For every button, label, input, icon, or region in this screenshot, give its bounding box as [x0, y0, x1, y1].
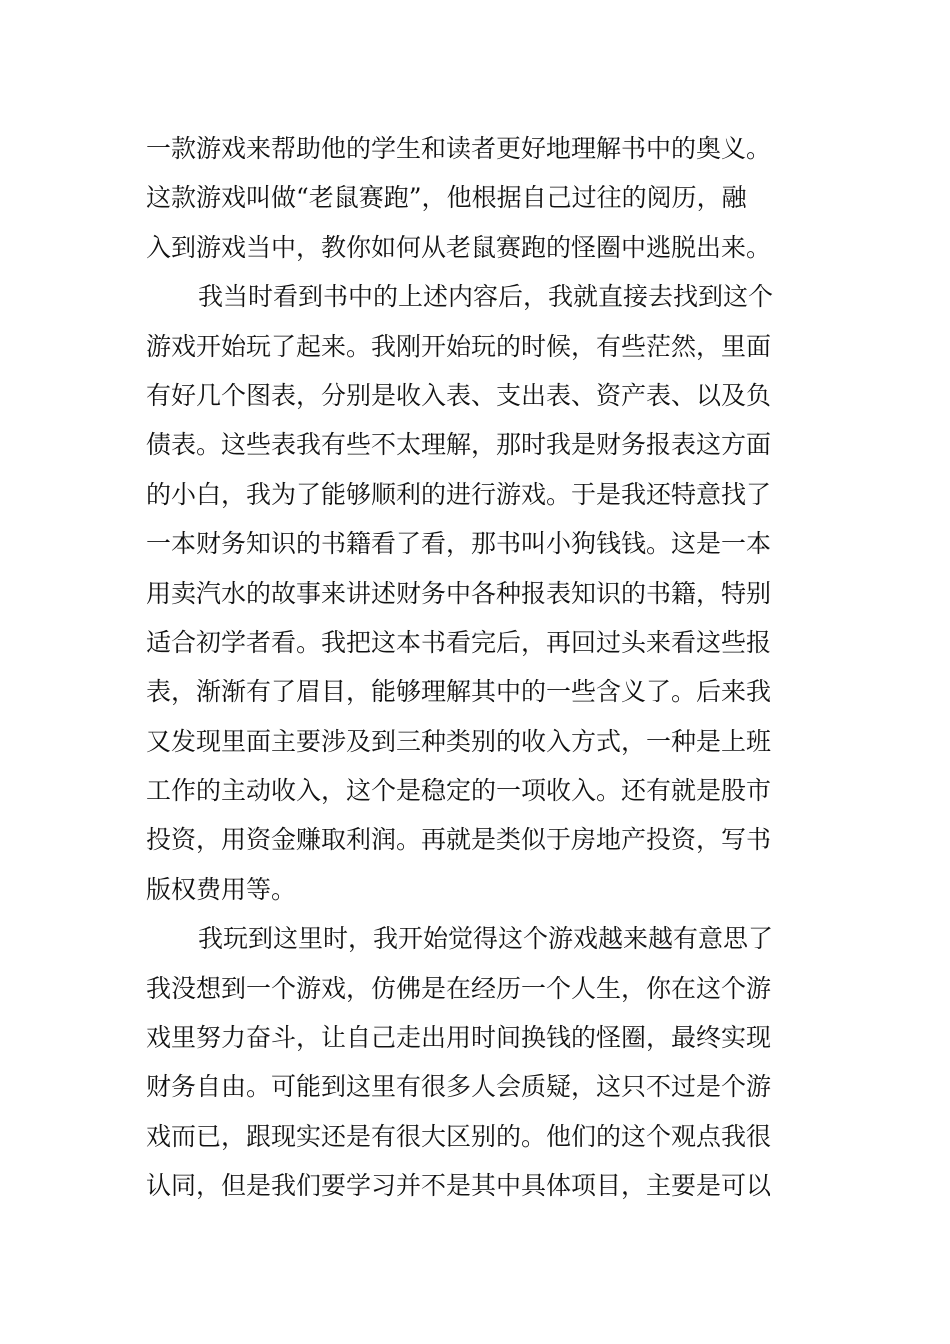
- text-line: 表，渐渐有了眉目，能够理解其中的一些含义了。后来我: [146, 677, 772, 707]
- text-line: 财务自由。可能到这里有很多人会质疑，这只不过是个游: [146, 1072, 772, 1102]
- paragraph-first-line: 我玩到这里时，我开始觉得这个游戏越来越有意思了: [198, 924, 774, 954]
- body-text: [146, 124, 806, 1211]
- text-line: 投资，用资金赚取利润。再就是类似于房地产投资，写书: [146, 825, 772, 855]
- text-line: 戏里努力奋斗，让自己走出用时间换钱的怪圈，最终实现: [146, 1023, 772, 1053]
- text-line: 游戏开始玩了起来。我刚开始玩的时候，有些茫然，里面: [146, 331, 772, 361]
- text-line: 用卖汽水的故事来讲述财务中各种报表知识的书籍，特别: [146, 578, 772, 608]
- text-line: 债表。这些表我有些不太理解，那时我是财务报表这方面: [146, 430, 772, 460]
- text-line: 版权费用等。: [146, 874, 297, 904]
- paragraph-first-line: 我当时看到书中的上述内容后，我就直接去找到这个: [198, 282, 774, 312]
- text-line: 认同，但是我们要学习并不是其中具体项目，主要是可以: [146, 1171, 772, 1201]
- text-line: 的小白，我为了能够顺利的进行游戏。于是我还特意找了: [146, 479, 772, 509]
- text-line: 这款游戏叫做“老鼠赛跑”，他根据自己过往的阅历，融: [146, 183, 747, 213]
- text-line: 一本财务知识的书籍看了看，那书叫小狗钱钱。这是一本: [146, 529, 772, 559]
- text-line: 工作的主动收入，这个是稳定的一项收入。还有就是股市: [146, 776, 772, 806]
- text-line: 我没想到一个游戏，仿佛是在经历一个人生，你在这个游: [146, 973, 772, 1003]
- text-line: 入到游戏当中，教你如何从老鼠赛跑的怪圈中逃脱出来。: [146, 232, 772, 262]
- text-line: 有好几个图表，分别是收入表、支出表、资产表、以及负: [146, 380, 772, 410]
- text-line: 适合初学者看。我把这本书看完后，再回过头来看这些报: [146, 627, 772, 657]
- text-line: 戏而已，跟现实还是有很大区别的。他们的这个观点我很: [146, 1121, 772, 1151]
- text-line: 一款游戏来帮助他的学生和读者更好地理解书中的奥义。: [146, 134, 772, 163]
- text-line: 又发现里面主要涉及到三种类别的收入方式，一种是上班: [146, 726, 772, 756]
